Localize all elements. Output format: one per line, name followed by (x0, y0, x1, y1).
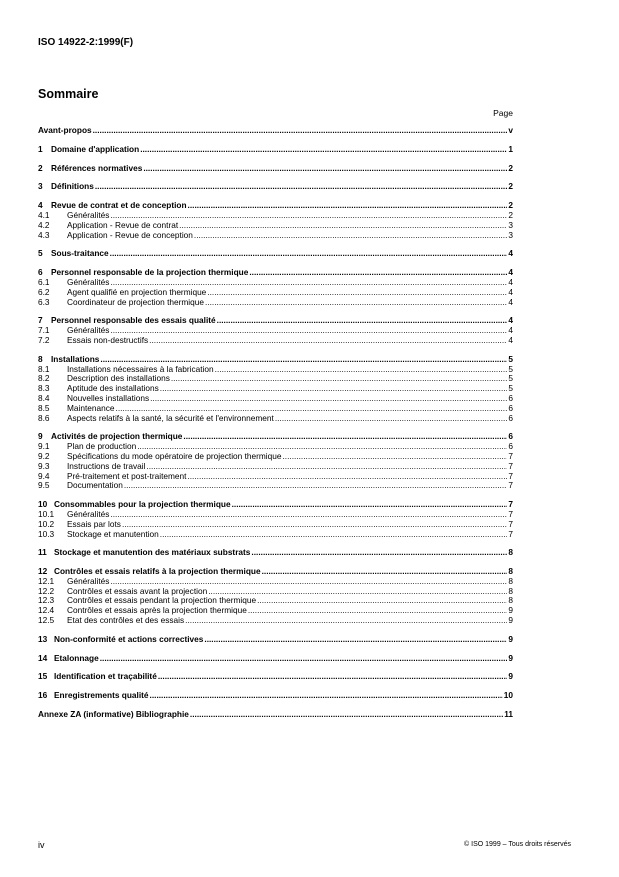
toc-leader-dots (124, 481, 508, 491)
toc-entry-title: Contrôles et essais après la projection thermique (67, 605, 247, 616)
toc-entry[interactable] (38, 672, 513, 682)
toc-entry-page: 6 (508, 431, 513, 442)
toc-entry-number: 9.4 (38, 470, 50, 481)
toc-entry[interactable] (38, 414, 513, 424)
toc-entry-number: 6.2 (38, 286, 50, 297)
toc-leader-dots (150, 691, 503, 701)
toc-entry-number: 14 (38, 652, 48, 663)
toc-entry-page: 5 (508, 363, 513, 374)
toc-entry-title: Application - Revue de conception (67, 229, 193, 240)
page-column-label: Page (493, 108, 513, 118)
toc-leader-dots (110, 249, 508, 259)
toc-entry-number: 10.2 (38, 518, 55, 529)
toc-entry-number: 9.2 (38, 450, 50, 461)
toc-entry-title: Essais non-destructifs (67, 334, 149, 345)
toc-entry-number: 4.1 (38, 209, 50, 220)
toc-entry[interactable] (38, 616, 513, 626)
toc-entry-page: 3 (508, 229, 513, 240)
toc-entry-title: Documentation (67, 480, 123, 491)
toc-entry-title: Contrôles et essais avant la projection (67, 585, 208, 596)
toc-entry-number: 3 (38, 181, 43, 192)
toc-entry-number: 15 (38, 671, 48, 682)
toc-entry-title: Généralités (67, 508, 110, 519)
toc-entry-number: 11 (38, 547, 47, 558)
toc-entry-number: 2 (38, 162, 43, 173)
toc-entry[interactable] (38, 268, 513, 278)
toc-entry-page: 7 (508, 518, 513, 529)
toc-entry-number: 12.2 (38, 585, 55, 596)
toc-entry-page: 9 (508, 633, 513, 644)
toc-entry-number: 12 (38, 566, 48, 577)
toc-leader-dots (188, 201, 508, 211)
toc-entry-title: Non-conformité et actions correctives (54, 633, 204, 644)
toc-entry-page: 8 (508, 547, 513, 558)
toc-entry[interactable] (38, 530, 513, 540)
toc-entry-number: 7.2 (38, 334, 50, 345)
toc-entry[interactable] (38, 201, 513, 211)
toc-entry-number: 5 (38, 248, 43, 259)
toc-entry-page: 1 (508, 143, 513, 154)
toc-entry-title: Identification et traçabilité (54, 671, 157, 682)
toc-entry-title: Etalonnage (54, 652, 99, 663)
toc-entry-number: 8 (38, 353, 43, 364)
toc-entry[interactable] (38, 316, 513, 326)
toc-leader-dots (204, 635, 507, 645)
toc-entry-number: 6 (38, 267, 43, 278)
toc-entry-title: Application - Revue de contrat (67, 219, 179, 230)
toc-entry[interactable] (38, 481, 513, 491)
toc-entry-page: 3 (508, 219, 513, 230)
toc-entry-number: 4 (38, 200, 43, 211)
toc-leader-dots (160, 384, 508, 394)
toc-entry-title: Pré-traitement et post-traitement (67, 470, 187, 481)
toc-leader-dots (122, 520, 507, 530)
toc-entry-title: Aptitude des installations (67, 383, 159, 394)
toc-entry[interactable] (38, 336, 513, 346)
toc-entry-title: Références normatives (51, 162, 143, 173)
toc-leader-dots (275, 414, 508, 424)
toc-entry-title: Sous-traitance (51, 248, 109, 259)
toc-entry-number: 1 (38, 143, 43, 154)
toc-entry-title: Etat des contrôles et des essais (67, 615, 185, 626)
toc-entry-page: 4 (508, 267, 513, 278)
toc-entry-title: Généralités (67, 325, 110, 336)
toc-entry-page: 8 (508, 585, 513, 596)
toc-entry-number: 7.1 (38, 325, 50, 336)
toc-entry-page: 8 (508, 575, 513, 586)
toc-leader-dots (110, 326, 507, 336)
toc-leader-dots (282, 452, 507, 462)
toc-leader-dots (179, 221, 507, 231)
toc-entry-page: 4 (508, 276, 513, 287)
toc-leader-dots (150, 394, 507, 404)
toc-leader-dots (215, 365, 508, 375)
toc-entry-title: Description des installations (67, 373, 170, 384)
toc-leader-dots (194, 231, 507, 241)
toc-entry-title: Stockage et manutention (67, 528, 159, 539)
toc-entry-title: Essais par lots (67, 518, 121, 529)
toc-entry-title: Avant-propos (38, 125, 92, 135)
toc-entry[interactable] (38, 567, 513, 577)
toc-entry-title: Définitions (51, 181, 94, 192)
toc-leader-dots (205, 298, 507, 308)
toc-entry-title: Généralités (67, 209, 110, 220)
toc-leader-dots (95, 182, 508, 192)
toc-entry-number: 6.1 (38, 276, 50, 287)
toc-entry[interactable] (38, 145, 513, 155)
toc-entry-page: 2 (508, 162, 513, 173)
toc-entry-title: Coordinateur de projection thermique (67, 296, 204, 307)
toc-entry[interactable] (38, 654, 513, 664)
toc-entry-page: 4 (508, 315, 513, 326)
toc-entry-page: 10 (503, 690, 513, 701)
toc-entry-page: 7 (508, 470, 513, 481)
toc-entry-number: 10.1 (38, 508, 55, 519)
toc-entry-number: 9.5 (38, 480, 50, 491)
toc-entry-page: 6 (508, 392, 513, 403)
toc-entry-number: 8.6 (38, 412, 50, 423)
toc-entry-page: 7 (508, 450, 513, 461)
toc-entry-page: 9 (508, 605, 513, 616)
toc-entry-title: Aspects relatifs à la santé, la sécurité et l'environnement (67, 412, 274, 423)
toc-entry-page: 8 (508, 595, 513, 606)
toc-entry-title: Personnel responsable de la projection thermique (51, 267, 249, 278)
toc-entry-title: Stockage et manutention des matériaux substrats (54, 547, 251, 558)
toc-entry-title: Généralités (67, 276, 110, 287)
toc-entry-page: 2 (508, 181, 513, 192)
toc-entry-number: 12.4 (38, 605, 55, 616)
toc-entry-title: Enregistrements qualité (54, 690, 149, 701)
toc-entry-title: Agent qualifié en projection thermique (67, 286, 207, 297)
footer-copyright: © ISO 1999 – Tous droits réservés (464, 841, 571, 848)
toc-entry-title: Installations (51, 353, 100, 364)
toc-leader-dots (248, 606, 508, 616)
toc-entry-page: 6 (508, 402, 513, 413)
toc-entry-number: 13 (38, 633, 48, 644)
toc-entry-title: Consommables pour la projection thermique (54, 499, 231, 510)
toc-entry-number: 4.2 (38, 219, 50, 230)
toc-entry[interactable] (38, 298, 513, 308)
toc-leader-dots (100, 654, 508, 664)
toc-entry-number: 9.1 (38, 441, 50, 452)
toc-leader-dots (140, 145, 507, 155)
toc-entry-page: 4 (508, 296, 513, 307)
toc-entry-title: Maintenance (67, 402, 115, 413)
toc-entry-page: 7 (508, 499, 513, 510)
toc-leader-dots (232, 500, 508, 510)
toc-entry-page: 4 (508, 325, 513, 336)
toc-entry-title: Contrôles et essais relatifs à la projection thermique (54, 566, 261, 577)
toc-entry-number: 8.1 (38, 363, 50, 374)
toc-leader-dots (93, 126, 508, 136)
toc-leader-dots (262, 567, 508, 577)
toc-entry-page: 7 (508, 508, 513, 519)
toc-entry-number: 12.3 (38, 595, 55, 606)
toc-entry-title: Personnel responsable des essais qualité (51, 315, 216, 326)
toc-entry-number: 8.5 (38, 402, 50, 413)
toc-leader-dots (249, 268, 507, 278)
toc-entry-page: 6 (508, 412, 513, 423)
toc-leader-dots (207, 288, 507, 298)
toc-entry[interactable] (38, 710, 513, 720)
toc-entry-page: 5 (508, 373, 513, 384)
document-id: ISO 14922-2:1999(F) (38, 37, 134, 48)
toc-entry-title: Plan de production (67, 441, 137, 452)
toc-leader-dots (146, 462, 507, 472)
toc-entry-number: 7 (38, 315, 43, 326)
toc-entry-number: 9.3 (38, 460, 50, 471)
toc-entry-page: 2 (508, 200, 513, 211)
toc-entry-number: 6.3 (38, 296, 50, 307)
toc-leader-dots (110, 510, 507, 520)
toc-entry-page: 7 (508, 528, 513, 539)
toc-leader-dots (257, 596, 507, 606)
toc-entry-number: 12.5 (38, 615, 55, 626)
toc-entry-page: 9 (508, 671, 513, 682)
toc-entry[interactable] (38, 691, 513, 701)
toc-leader-dots (183, 432, 507, 442)
toc-entry[interactable] (38, 548, 513, 558)
toc-entry-page: 6 (508, 441, 513, 452)
toc-leader-dots (185, 616, 507, 626)
toc-entry-title: Domaine d'application (51, 143, 140, 154)
toc-entry-number: 8.4 (38, 392, 50, 403)
toc-entry-page: 9 (508, 615, 513, 626)
toc-entry[interactable] (38, 164, 513, 174)
toc-leader-dots (251, 548, 507, 558)
toc-entry[interactable] (38, 249, 513, 259)
toc-entry[interactable] (38, 126, 513, 136)
toc-entry-page: 4 (508, 334, 513, 345)
toc-entry-page: 9 (508, 652, 513, 663)
toc-leader-dots (143, 164, 507, 174)
toc-entry-title: Spécifications du mode opératoire de projection thermique (67, 450, 282, 461)
toc-entry-page: v (508, 125, 513, 135)
toc-entry-page: 5 (508, 383, 513, 394)
toc-leader-dots (160, 530, 508, 540)
toc-leader-dots (187, 472, 507, 482)
toc-entry-page: 5 (508, 353, 513, 364)
toc-leader-dots (217, 316, 508, 326)
toc-leader-dots (149, 336, 507, 346)
toc-entry-page: 7 (508, 460, 513, 471)
toc-entry-number: 4.3 (38, 229, 50, 240)
toc-entry-number: 12.1 (38, 575, 55, 586)
toc-entry-title: Généralités (67, 575, 110, 586)
table-of-contents (38, 126, 513, 720)
toc-entry-title: Annexe ZA (informative) Bibliographie (38, 709, 189, 720)
toc-entry-number: 8.3 (38, 383, 50, 394)
toc-entry-number: 10.3 (38, 528, 55, 539)
toc-entry-number: 16 (38, 690, 48, 701)
toc-leader-dots (158, 672, 508, 682)
toc-entry-page: 11 (504, 709, 513, 720)
toc-leader-dots (171, 374, 508, 384)
toc-entry-number: 9 (38, 431, 43, 442)
toc-entry-title: Instructions de travail (67, 460, 146, 471)
toc-leader-dots (190, 710, 503, 720)
toc-entry[interactable] (38, 500, 513, 510)
toc-entry-page: 4 (508, 248, 513, 259)
toc-entry[interactable] (38, 635, 513, 645)
toc-entry-page: 7 (508, 480, 513, 491)
toc-entry[interactable] (38, 231, 513, 241)
toc-entry-page: 4 (508, 286, 513, 297)
page-title: Sommaire (38, 87, 99, 101)
toc-entry-title: Nouvelles installations (67, 392, 150, 403)
footer-page-number: iv (38, 840, 45, 850)
toc-entry-title: Activités de projection thermique (51, 431, 183, 442)
toc-entry-title: Revue de contrat et de conception (51, 200, 187, 211)
toc-entry-number: 8.2 (38, 373, 50, 384)
toc-entry-page: 2 (508, 209, 513, 220)
toc-entry-title: Installations nécessaires à la fabrication (67, 363, 214, 374)
toc-entry-page: 8 (508, 566, 513, 577)
toc-entry[interactable] (38, 182, 513, 192)
toc-entry-title: Contrôles et essais pendant la projection thermique (67, 595, 257, 606)
toc-entry-number: 10 (38, 499, 48, 510)
